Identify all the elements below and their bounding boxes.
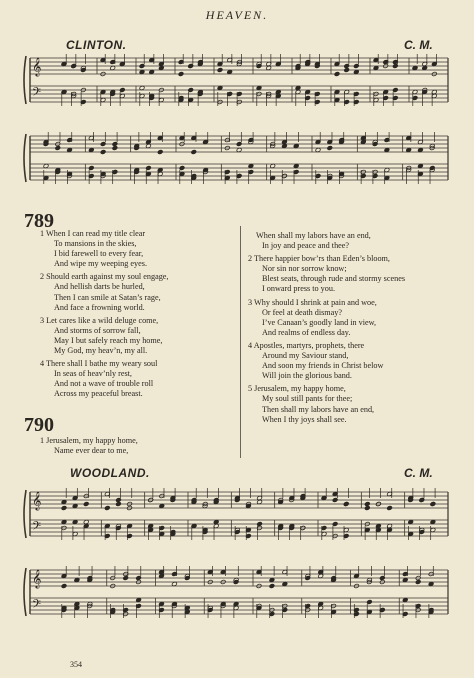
stanza bbox=[40, 272, 168, 312]
stanza-line: 1 Jerusalem, my happy home, bbox=[40, 436, 138, 445]
stanza bbox=[248, 384, 405, 424]
stanza-line: 3 Let cares like a wild deluge come, bbox=[40, 315, 159, 325]
stanza-line: My God, my heav’n, my all. bbox=[54, 346, 148, 356]
stanza-line: When shall my labors have an end, bbox=[256, 231, 371, 240]
note-head bbox=[100, 142, 106, 147]
stanza-line: And hellish darts be hurled, bbox=[54, 282, 145, 292]
note-head bbox=[379, 576, 385, 581]
stanza bbox=[248, 298, 405, 338]
note-head bbox=[104, 506, 110, 511]
note-head bbox=[116, 498, 122, 503]
brace bbox=[24, 134, 26, 182]
stanza-line: And not a wave of trouble roll bbox=[54, 379, 154, 389]
stanza-line: Or feel at death dismay? bbox=[262, 307, 343, 317]
stanza-line: 3 Why should I shrink at pain and woe, bbox=[248, 297, 377, 307]
stanza bbox=[40, 316, 168, 356]
stanza-line: When I thy joys shall see. bbox=[262, 414, 347, 424]
note-head bbox=[71, 64, 77, 69]
stanza bbox=[40, 359, 168, 399]
stanza-line: And soon my friends in Christ below bbox=[262, 361, 384, 371]
stanza-line: Then shall my labors have an end, bbox=[262, 404, 375, 414]
stanza-line: 1 When I can read my title clear bbox=[40, 229, 146, 238]
stanza-line: 2 Should earth against my soul engage, bbox=[40, 272, 169, 282]
stanza-line: 5 Jerusalem, my happy home, bbox=[248, 384, 346, 394]
stanza bbox=[248, 254, 405, 294]
brace bbox=[24, 56, 26, 104]
note-head bbox=[344, 68, 350, 73]
stanza-line: In joy and peace and thee? bbox=[262, 241, 350, 251]
note-head bbox=[191, 150, 197, 155]
stanza-line: Nor sin nor sorrow know; bbox=[262, 264, 347, 274]
stanza-line: And storms of sorrow fall, bbox=[54, 325, 141, 335]
page-number: 354 bbox=[70, 660, 82, 669]
stanza bbox=[248, 341, 405, 381]
tune-name-clinton: CLINTON. bbox=[66, 38, 127, 52]
stanza-line: Across my peaceful breast. bbox=[54, 389, 143, 399]
hymn-number-789: 789 bbox=[24, 210, 54, 232]
stanza bbox=[248, 231, 405, 251]
tune-meter-woodland: C. M. bbox=[404, 466, 433, 480]
note-head bbox=[116, 502, 122, 507]
brace bbox=[24, 568, 26, 616]
note-head bbox=[344, 64, 350, 69]
note-head bbox=[332, 522, 338, 527]
stanza-line: To mansions in the skies, bbox=[54, 239, 137, 249]
note-head bbox=[392, 64, 398, 69]
note-head bbox=[123, 576, 129, 581]
bass-clef-icon: 𝄢 bbox=[32, 86, 42, 102]
note-head bbox=[188, 64, 194, 69]
note-head bbox=[236, 142, 242, 147]
note-head bbox=[387, 506, 393, 511]
note-head bbox=[327, 146, 333, 151]
note-head bbox=[419, 498, 425, 503]
note-head bbox=[415, 580, 421, 585]
note-head bbox=[157, 150, 163, 155]
stanza-line: And face a frowning world. bbox=[54, 302, 145, 312]
music-score-woodland bbox=[0, 478, 474, 658]
stanza-line: My soul still pants for thee; bbox=[262, 394, 353, 404]
treble-clef-icon: 𝄞 bbox=[32, 569, 42, 588]
treble-clef-icon: 𝄞 bbox=[32, 57, 42, 76]
note-head bbox=[136, 576, 142, 581]
bass-clef-icon: 𝄢 bbox=[32, 520, 42, 536]
note-head bbox=[392, 88, 398, 93]
stanza-line: 4 There shall I bathe my weary soul bbox=[40, 359, 158, 369]
column-divider bbox=[240, 226, 241, 458]
tune-name-woodland: WOODLAND. bbox=[70, 466, 150, 480]
stanza-line: I bid farewell to every fear, bbox=[54, 249, 144, 259]
note-head bbox=[83, 502, 89, 507]
stanza-line: May I but safely reach my home, bbox=[54, 335, 163, 345]
stanza-line: 4 Apostles, martyrs, prophets, there bbox=[248, 340, 365, 350]
note-head bbox=[146, 166, 152, 171]
hymn-number-790: 790 bbox=[24, 414, 54, 436]
note-head bbox=[430, 502, 436, 507]
hymn-789-left-column bbox=[40, 229, 168, 403]
stanza-line: And realms of endless day. bbox=[262, 327, 351, 337]
stanza-line: And wipe my weeping eyes. bbox=[54, 259, 147, 269]
stanza-line: Then I can smile at Satan’s rage, bbox=[54, 292, 161, 302]
note-head bbox=[334, 72, 340, 77]
note-head bbox=[367, 600, 373, 605]
note-head bbox=[188, 88, 194, 93]
stanza-line: Around my Saviour stand, bbox=[262, 351, 349, 361]
note-head bbox=[332, 498, 338, 503]
stanza bbox=[40, 436, 138, 456]
stanza-line: Will join the glorious band. bbox=[262, 371, 352, 381]
note-head bbox=[119, 88, 125, 93]
note-head bbox=[179, 166, 185, 171]
note-head bbox=[269, 584, 275, 589]
note-head bbox=[364, 506, 370, 511]
note-head bbox=[100, 150, 106, 155]
note-head bbox=[112, 142, 118, 147]
brace bbox=[24, 490, 26, 538]
note-head bbox=[61, 506, 67, 511]
note-head bbox=[364, 502, 370, 507]
stanza-line: In seas of heav’nly rest, bbox=[54, 369, 132, 379]
note-head bbox=[217, 68, 223, 73]
bass-clef-icon: 𝄢 bbox=[32, 598, 42, 614]
stanza bbox=[40, 229, 168, 269]
note-head bbox=[61, 584, 67, 589]
treble-clef-icon: 𝄞 bbox=[32, 491, 42, 510]
hymn-790-left-column bbox=[40, 436, 138, 459]
note-head bbox=[139, 64, 145, 69]
stanza-line: I’ve Canaan’s goodly land in view, bbox=[262, 317, 377, 327]
note-head bbox=[257, 522, 263, 527]
note-head bbox=[353, 64, 359, 69]
tune-meter-clinton: C. M. bbox=[404, 38, 433, 52]
hymn-790-right-column bbox=[248, 231, 405, 428]
note-head bbox=[178, 72, 184, 77]
music-score-clinton bbox=[0, 50, 474, 210]
note-head bbox=[55, 146, 61, 151]
stanza-line: Name ever dear to me, bbox=[54, 446, 129, 456]
page-header: HEAVEN. bbox=[205, 8, 269, 22]
note-head bbox=[88, 166, 94, 171]
note-head bbox=[112, 146, 118, 151]
stanza-line: 2 There happier bow’rs than Eden’s bloom, bbox=[248, 254, 390, 264]
stanza-line: I onward press to you. bbox=[262, 284, 335, 294]
stanza-line: Blest seats, through rude and stormy scenes bbox=[262, 274, 406, 284]
